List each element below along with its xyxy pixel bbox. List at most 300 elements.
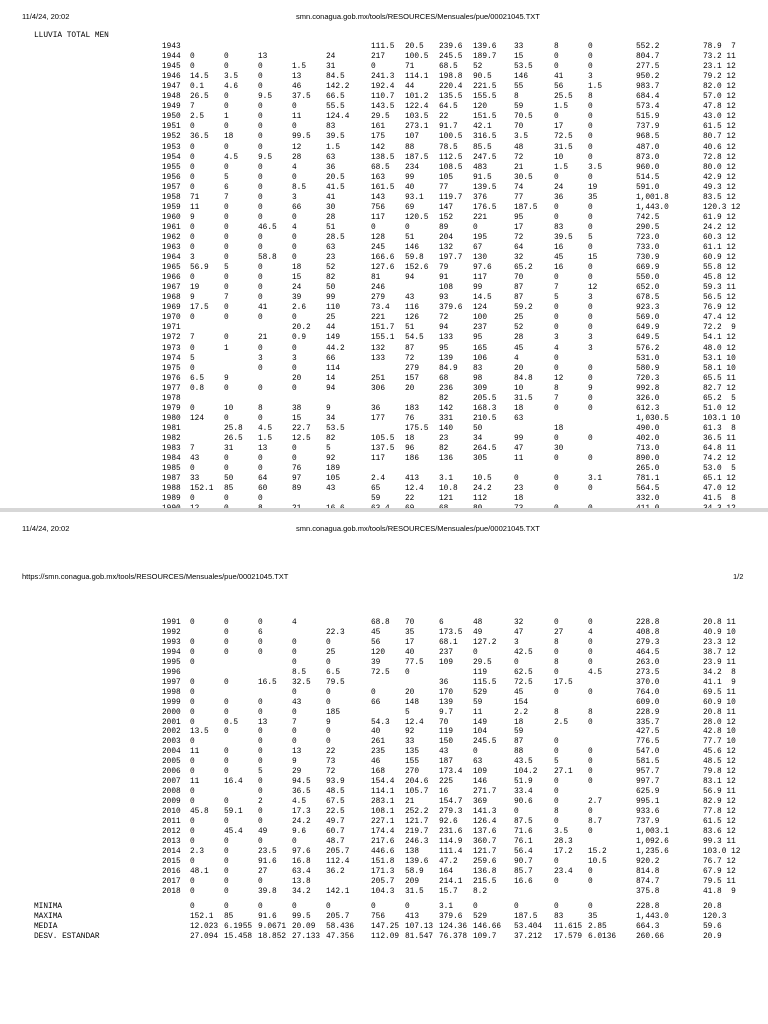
value-cell: 55.5 xyxy=(326,103,345,112)
value-cell: 97.6 xyxy=(473,264,492,273)
value-cell: 0 xyxy=(224,233,229,242)
value-cell: 28.3 xyxy=(554,837,573,846)
value-cell: 20 xyxy=(405,688,415,697)
value-cell: 83.6 12 xyxy=(703,827,736,836)
value-cell: 97.6 xyxy=(292,847,311,856)
value-cell: 245 xyxy=(371,244,386,252)
value-cell: 92 xyxy=(326,455,336,464)
value-cell: 0 xyxy=(190,837,195,846)
value-cell: 8.7 xyxy=(588,818,603,826)
value-cell: 0 xyxy=(224,638,229,647)
value-cell: 0 xyxy=(224,628,229,637)
value-cell: 271.7 xyxy=(473,788,497,797)
value-cell: 0 xyxy=(258,133,263,142)
value-cell: 16.5 xyxy=(258,678,277,687)
value-cell: 204.6 xyxy=(405,778,429,787)
value-cell: 80.0 12 xyxy=(703,163,736,172)
value-cell: 49 xyxy=(473,628,483,637)
value-cell: 56 xyxy=(554,83,564,92)
summary-value: 6.1955 xyxy=(224,923,253,931)
value-cell: 8.5 xyxy=(292,183,307,192)
value-cell: 119.7 xyxy=(439,193,463,202)
value-cell: 35 xyxy=(588,193,598,202)
value-cell: 0 xyxy=(258,698,263,707)
year-cell: 2003 xyxy=(162,738,181,747)
value-cell: 7 xyxy=(224,193,229,202)
value-cell: 0 xyxy=(588,827,593,836)
year-cell: 1954 xyxy=(162,153,181,162)
value-cell: 490.0 xyxy=(636,424,660,433)
value-cell: 0 xyxy=(588,748,593,757)
value-cell: 88 xyxy=(514,748,524,757)
summary-value: 17.579 xyxy=(554,933,583,941)
value-cell: 0 xyxy=(588,133,593,142)
value-cell: 234 xyxy=(405,163,420,172)
value-cell: 14 xyxy=(326,374,336,383)
value-cell: 99 xyxy=(405,173,415,182)
value-cell: 94 xyxy=(405,274,415,283)
value-cell: 78.5 xyxy=(439,143,458,152)
value-cell: 70 xyxy=(439,718,449,727)
value-cell: 20 xyxy=(292,374,302,383)
print-footer-page-number: 1/2 xyxy=(733,572,744,581)
value-cell: 737.9 xyxy=(636,818,660,826)
value-cell: 103.1 10 xyxy=(703,414,741,423)
value-cell: 259.6 xyxy=(473,857,497,866)
value-cell: 82 xyxy=(326,274,336,283)
year-cell: 1999 xyxy=(162,698,181,707)
value-cell: 737.9 xyxy=(636,123,660,132)
value-cell: 22 xyxy=(326,748,336,757)
value-cell: 483 xyxy=(473,163,488,172)
year-cell: 1998 xyxy=(162,688,181,697)
value-cell: 581.5 xyxy=(636,758,660,767)
value-cell: 214.1 xyxy=(439,877,463,886)
value-cell: 576.2 xyxy=(636,344,660,353)
value-cell: 115.5 xyxy=(473,678,497,687)
value-cell: 64.8 11 xyxy=(703,445,736,453)
value-cell: 0 xyxy=(554,475,559,484)
value-cell: 0 xyxy=(258,193,263,202)
value-cell: 22 xyxy=(405,495,415,504)
value-cell: 63 xyxy=(326,244,336,252)
value-cell: 0 xyxy=(588,688,593,697)
value-cell: 331 xyxy=(439,414,454,423)
value-cell: 983.7 xyxy=(636,83,660,92)
value-cell: 68.5 xyxy=(371,163,390,172)
value-cell: 3 xyxy=(588,334,593,343)
value-cell: 173.4 xyxy=(439,768,463,777)
value-cell: 137.6 xyxy=(473,827,497,836)
value-cell: 0 xyxy=(588,244,593,252)
value-cell: 45 xyxy=(371,628,381,637)
value-cell: 4 xyxy=(292,619,297,627)
value-cell: 119 xyxy=(473,668,488,677)
year-cell: 2008 xyxy=(162,788,181,797)
value-cell: 22.7 xyxy=(292,424,311,433)
value-cell: 66 xyxy=(292,203,302,212)
value-cell: 225 xyxy=(439,778,454,787)
value-cell: 1.5 xyxy=(588,83,603,92)
value-cell: 309 xyxy=(473,384,488,393)
value-cell: 72.2 9 xyxy=(703,324,736,333)
value-cell: 32.5 xyxy=(292,678,311,687)
value-cell: 0 xyxy=(224,203,229,212)
value-cell: 4 xyxy=(292,163,297,172)
value-cell: 170 xyxy=(439,688,454,697)
value-cell: 44.2 xyxy=(326,344,345,353)
value-cell: 0 xyxy=(190,314,195,323)
value-cell: 136 xyxy=(439,455,454,464)
value-cell: 82 xyxy=(326,434,336,443)
value-cell: 3 xyxy=(292,354,297,363)
value-cell: 121.7 xyxy=(405,818,429,826)
value-cell: 0 xyxy=(224,143,229,152)
value-cell: 0 xyxy=(588,455,593,464)
value-cell: 124.4 xyxy=(326,113,350,122)
value-cell: 84.5 xyxy=(326,73,345,82)
value-cell: 220.4 xyxy=(439,83,463,92)
value-cell: 0 xyxy=(292,728,297,737)
value-cell: 228.9 xyxy=(636,708,660,717)
value-cell: 0 xyxy=(190,153,195,162)
value-cell: 8 xyxy=(554,808,559,817)
value-cell: 8 xyxy=(554,43,559,51)
value-cell: 88 xyxy=(405,143,415,152)
value-cell: 0 xyxy=(554,364,559,373)
value-cell: 109 xyxy=(439,658,454,667)
value-cell: 227.1 xyxy=(371,818,395,826)
value-cell: 59.1 xyxy=(224,808,243,817)
value-cell: 71 xyxy=(405,63,415,72)
value-cell: 108.5 xyxy=(439,163,463,172)
year-cell: 1946 xyxy=(162,73,181,82)
value-cell: 0 xyxy=(326,638,331,647)
value-cell: 0 xyxy=(258,73,263,82)
year-cell: 2009 xyxy=(162,798,181,807)
value-cell: 0 xyxy=(588,304,593,313)
summary-value: 0 xyxy=(405,903,410,911)
value-cell: 0 xyxy=(554,668,559,677)
value-cell: 8 xyxy=(588,708,593,717)
value-cell: 0 xyxy=(258,778,263,787)
value-cell: 0 xyxy=(258,384,263,393)
value-cell: 219.7 xyxy=(405,827,429,836)
value-cell: 652.0 xyxy=(636,284,660,293)
value-cell: 127.6 xyxy=(371,264,395,273)
value-cell: 18 xyxy=(514,718,524,727)
year-cell: 1979 xyxy=(162,404,181,413)
value-cell: 210.5 xyxy=(473,414,497,423)
value-cell: 64.5 xyxy=(439,103,458,112)
value-cell: 0 xyxy=(554,738,559,747)
value-cell: 140 xyxy=(439,424,454,433)
value-cell: 17.3 xyxy=(292,808,311,817)
value-cell: 122.4 xyxy=(405,103,429,112)
value-cell: 105 xyxy=(439,173,454,182)
value-cell: 0 xyxy=(588,778,593,787)
year-cell: 1981 xyxy=(162,424,181,433)
summary-value: 6.0136 xyxy=(588,933,617,941)
value-cell: 306 xyxy=(371,384,386,393)
value-cell: 0 xyxy=(258,63,263,72)
value-cell: 7 xyxy=(292,718,297,727)
summary-value: 37.212 xyxy=(514,933,543,941)
value-cell: 0 xyxy=(292,384,297,393)
value-cell: 0 xyxy=(588,658,593,667)
summary-value: 0 xyxy=(588,903,593,911)
value-cell: 968.5 xyxy=(636,133,660,142)
value-cell: 0 xyxy=(292,837,297,846)
value-cell: 52 xyxy=(514,324,524,333)
value-cell: 3 xyxy=(588,344,593,353)
summary-value: 0 xyxy=(554,903,559,911)
value-cell: 41.5 xyxy=(326,183,345,192)
value-cell: 23.1 12 xyxy=(703,63,736,72)
value-cell: 205.5 xyxy=(473,394,497,403)
value-cell: 104 xyxy=(473,728,488,737)
value-cell: 215.5 xyxy=(473,877,497,886)
value-cell: 56.9 xyxy=(190,264,209,273)
value-cell: 64 xyxy=(258,475,268,484)
value-cell: 326.0 xyxy=(636,394,660,403)
value-cell: 151.8 xyxy=(371,857,395,866)
value-cell: 0 xyxy=(588,434,593,443)
value-cell: 48.5 12 xyxy=(703,758,736,767)
value-cell: 42.5 xyxy=(514,648,533,657)
value-cell: 9 xyxy=(588,384,593,393)
print-footer-url: https://smn.conagua.gob.mx/tools/RESOURCES/Mensuales/pue/00021045.TXT xyxy=(22,572,289,581)
value-cell: 0 xyxy=(292,314,297,323)
value-cell: 0 xyxy=(258,708,263,717)
value-cell: 16.8 xyxy=(292,857,311,866)
value-cell: 0 xyxy=(258,264,263,273)
summary-value: 27.094 xyxy=(190,933,219,941)
value-cell: 60.9 10 xyxy=(703,698,736,707)
value-cell: 42.1 xyxy=(473,123,492,132)
value-cell: 0.9 xyxy=(292,334,307,343)
value-cell: 0 xyxy=(588,203,593,212)
value-cell: 920.2 xyxy=(636,857,660,866)
value-cell: 142 xyxy=(439,404,454,413)
value-cell: 1,003.1 xyxy=(636,827,669,836)
value-cell: 54.1 12 xyxy=(703,334,736,343)
value-cell: 873.0 xyxy=(636,153,660,162)
year-cell: 1959 xyxy=(162,203,181,212)
value-cell: 59.8 xyxy=(405,254,424,263)
value-cell: 87 xyxy=(514,738,524,747)
value-cell: 157 xyxy=(405,374,420,383)
value-cell: 17.5 xyxy=(554,678,573,687)
value-cell: 0 xyxy=(190,495,195,504)
value-cell: 24 xyxy=(326,53,336,62)
value-cell: 3.5 xyxy=(588,163,603,172)
summary-value: 3.1 xyxy=(439,903,454,911)
value-cell: 70 xyxy=(514,123,524,132)
year-cell: 1943 xyxy=(162,43,181,51)
value-cell: 176.5 xyxy=(473,203,497,212)
value-cell: 1,235.6 xyxy=(636,847,669,856)
value-cell: 5 xyxy=(554,758,559,767)
value-cell: 0 xyxy=(588,718,593,727)
value-cell: 28 xyxy=(326,213,336,222)
value-cell: 71.6 xyxy=(514,827,533,836)
value-cell: 0 xyxy=(258,173,263,182)
value-cell: 9 xyxy=(292,758,297,767)
value-cell: 0 xyxy=(190,619,195,627)
value-cell: 59 xyxy=(371,495,381,504)
value-cell: 237 xyxy=(473,324,488,333)
value-cell: 332.0 xyxy=(636,495,660,504)
value-cell: 83.5 12 xyxy=(703,193,736,202)
value-cell: 1 xyxy=(224,344,229,353)
value-cell: 135 xyxy=(405,748,420,757)
value-cell: 0 xyxy=(258,344,263,353)
value-cell: 8 xyxy=(554,638,559,647)
value-cell: 413 xyxy=(405,475,420,484)
value-cell: 77 xyxy=(439,183,449,192)
value-cell: 547.0 xyxy=(636,748,660,757)
value-cell: 103.0 12 xyxy=(703,847,741,856)
value-cell: 58.9 xyxy=(405,867,424,876)
year-cell: 1957 xyxy=(162,183,181,192)
value-cell: 79.2 12 xyxy=(703,73,736,82)
value-cell: 335.7 xyxy=(636,718,660,727)
summary-value: 0 xyxy=(371,903,376,911)
value-cell: 40.6 12 xyxy=(703,143,736,152)
summary-value: 9.0671 xyxy=(258,923,287,931)
value-cell: 7 xyxy=(554,284,559,293)
value-cell: 52 xyxy=(326,264,336,273)
value-cell: 933.6 xyxy=(636,808,660,817)
value-cell: 65.2 5 xyxy=(703,394,736,403)
value-cell: 65.1 12 xyxy=(703,475,736,484)
value-cell: 252.2 xyxy=(405,808,429,817)
value-cell: 39.5 xyxy=(554,233,573,242)
value-cell: 8 xyxy=(588,93,593,102)
value-cell: 0 xyxy=(258,455,263,464)
value-cell: 39.8 xyxy=(258,887,277,896)
value-cell: 609.0 xyxy=(636,698,660,707)
value-cell: 136.8 xyxy=(473,867,497,876)
value-cell: 183 xyxy=(405,404,420,413)
value-cell: 21 xyxy=(258,334,268,343)
value-cell: 111.5 xyxy=(371,43,395,51)
value-cell: 22 xyxy=(439,113,449,122)
value-cell: 0 xyxy=(190,364,195,373)
value-cell: 0 xyxy=(190,698,195,707)
value-cell: 515.9 xyxy=(636,113,660,122)
value-cell: 68.8 xyxy=(371,619,390,627)
value-cell: 277.5 xyxy=(636,63,660,72)
value-cell: 804.7 xyxy=(636,53,660,62)
value-cell: 59.2 xyxy=(514,304,533,313)
value-cell: 20.5 xyxy=(405,43,424,51)
value-cell: 0 xyxy=(514,658,519,667)
value-cell: 47 xyxy=(514,628,524,637)
value-cell: 126 xyxy=(405,314,420,323)
value-cell: 0 xyxy=(190,768,195,777)
value-cell: 147 xyxy=(439,203,454,212)
value-cell: 63 xyxy=(514,414,524,423)
value-cell: 61.1 12 xyxy=(703,244,736,252)
value-cell: 33 xyxy=(190,475,200,484)
value-cell: 0 xyxy=(588,103,593,112)
value-cell: 138 xyxy=(405,847,420,856)
value-cell: 0 xyxy=(190,818,195,826)
value-cell: 50 xyxy=(224,475,234,484)
value-cell: 0 xyxy=(554,274,559,283)
value-cell: 814.8 xyxy=(636,867,660,876)
value-cell: 0 xyxy=(258,495,263,504)
value-cell: 116 xyxy=(405,304,420,313)
value-cell: 0 xyxy=(371,223,376,232)
value-cell: 0 xyxy=(258,758,263,767)
value-cell: 0 xyxy=(190,887,195,896)
value-cell: 114 xyxy=(326,364,341,373)
value-cell: 51.9 xyxy=(514,778,533,787)
value-cell: 70 xyxy=(405,619,415,627)
value-cell: 0 xyxy=(190,738,195,747)
year-cell: 1988 xyxy=(162,485,181,494)
year-cell: 2017 xyxy=(162,877,181,886)
value-cell: 0 xyxy=(554,404,559,413)
value-cell: 25 xyxy=(326,314,336,323)
value-cell: 10 xyxy=(554,153,564,162)
value-cell: 11 xyxy=(514,455,524,464)
value-cell: 87.5 xyxy=(514,818,533,826)
value-cell: 41.1 9 xyxy=(703,678,736,687)
value-cell: 0 xyxy=(292,738,297,747)
year-cell: 1982 xyxy=(162,434,181,443)
value-cell: 0 xyxy=(224,818,229,826)
value-cell: 154.7 xyxy=(439,798,463,807)
value-cell: 49.7 xyxy=(326,818,345,826)
value-cell: 0 xyxy=(292,173,297,182)
value-cell: 85 xyxy=(224,485,234,494)
value-cell: 47 xyxy=(514,445,524,453)
summary-value: 1,443.0 xyxy=(636,913,669,921)
year-cell: 2001 xyxy=(162,718,181,727)
value-cell: 10 xyxy=(514,384,524,393)
value-cell: 59 xyxy=(514,103,524,112)
summary-value: 20.09 xyxy=(292,923,316,931)
value-cell: 0 xyxy=(258,364,263,373)
value-cell: 9 xyxy=(224,374,229,383)
value-cell: 11 xyxy=(473,708,483,717)
value-cell: 43.5 xyxy=(514,758,533,767)
value-cell: 0 xyxy=(224,414,229,423)
value-cell: 19 xyxy=(190,284,200,293)
value-cell: 3.1 xyxy=(439,475,454,484)
value-cell: 0 xyxy=(292,658,297,667)
print-header-date: 11/4/24, 20:02 xyxy=(22,524,70,533)
value-cell: 79.5 11 xyxy=(703,877,736,886)
value-cell: 98 xyxy=(473,374,483,383)
value-cell: 95 xyxy=(514,213,524,222)
value-cell: 0 xyxy=(292,103,297,112)
value-cell: 152.1 xyxy=(190,485,214,494)
value-cell: 51.0 12 xyxy=(703,404,736,413)
value-cell: 370.0 xyxy=(636,678,660,687)
value-cell: 0 xyxy=(190,404,195,413)
value-cell: 0 xyxy=(588,364,593,373)
value-cell: 83 xyxy=(473,364,483,373)
value-cell: 487.0 xyxy=(636,143,660,152)
value-cell: 1.5 xyxy=(292,63,307,72)
value-cell: 36.5 xyxy=(190,133,209,142)
summary-value: 59.6 xyxy=(703,923,722,931)
